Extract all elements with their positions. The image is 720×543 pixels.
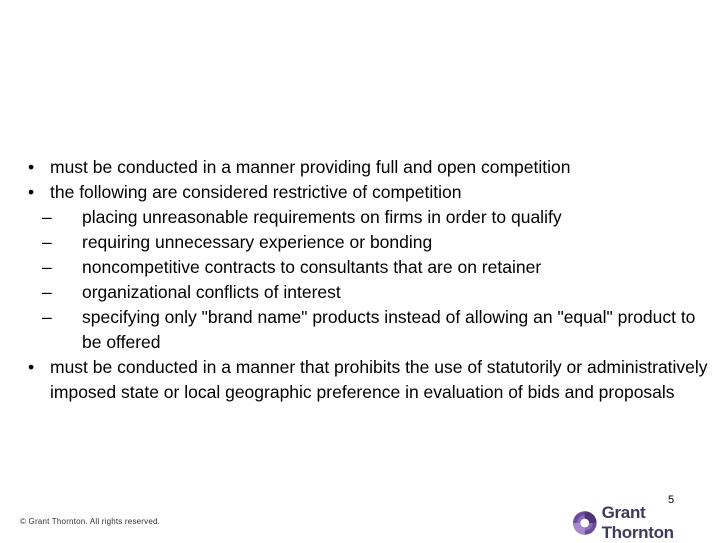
dash-marker: –: [42, 232, 52, 252]
bullet-marker: •: [28, 182, 35, 202]
sub-bullet-text: specifying only "brand name" products instead of allowing an "equal" product to be offered: [82, 307, 696, 352]
grant-thornton-logo-icon: [572, 510, 598, 536]
dash-marker: –: [42, 257, 52, 277]
bullet-item: [28, 355, 718, 405]
sub-bullet-item: [28, 255, 718, 280]
grant-thornton-logo: [572, 503, 720, 542]
footer-copyright: © Grant Thornton. All rights reserved.: [20, 517, 161, 526]
dash-marker: –: [42, 282, 52, 302]
dash-marker: –: [42, 207, 52, 227]
bullet-text: must be conducted in a manner that prohibits the use of statutorily or administratively imposed state or local geographic preference in evaluation of bids and proposals: [50, 357, 708, 402]
sub-bullet-text: noncompetitive contracts to consultants that are on retainer: [82, 257, 542, 277]
sub-bullet-item: [28, 305, 718, 355]
bullet-item: [28, 155, 718, 180]
page-number: 5: [668, 494, 675, 506]
bullet-text: the following are considered restrictive of competition: [50, 182, 462, 202]
bullet-list: [28, 155, 718, 405]
dash-marker: –: [42, 307, 52, 327]
sub-bullet-item: [28, 205, 718, 230]
bullet-marker: •: [28, 157, 35, 177]
logo-text: Grant Thornton: [601, 503, 674, 542]
sub-bullet-text: requiring unnecessary experience or bonding: [82, 232, 433, 252]
bullet-item: [28, 180, 718, 205]
sub-bullet-item: [28, 230, 718, 255]
sub-bullet-text: organizational conflicts of interest: [82, 282, 341, 302]
bullet-text: must be conducted in a manner providing full and open competition: [50, 157, 571, 177]
sub-bullet-text: placing unreasonable requirements on firms in order to qualify: [82, 207, 562, 227]
bullet-marker: •: [28, 357, 35, 377]
sub-bullet-item: [28, 280, 718, 305]
